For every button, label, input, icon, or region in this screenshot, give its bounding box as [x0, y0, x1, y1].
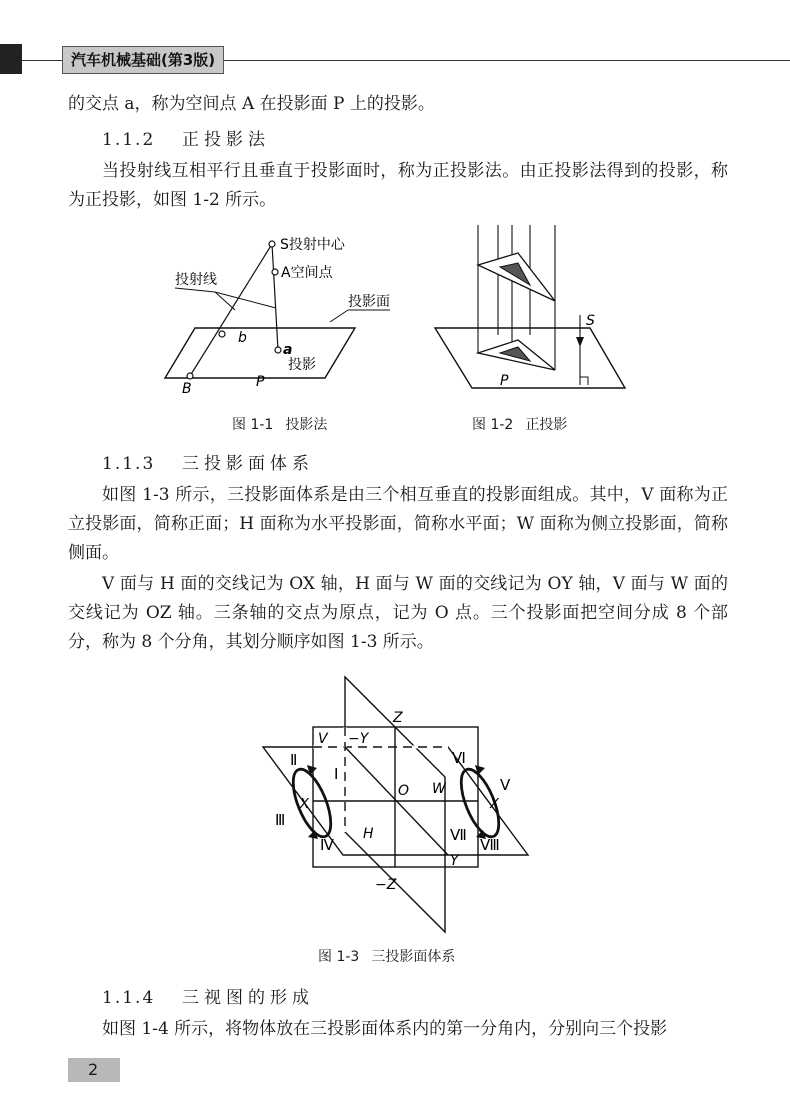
paragraph-orthographic: 当投射线互相平行且垂直于投影面时，称为正投影法。由正投影法得到的投影，称为正投影，如图 1-2 所示。 [68, 161, 728, 210]
plane-leader [330, 310, 348, 322]
caption-number: 图 1-1 [232, 417, 274, 433]
label-octant-VIII: Ⅷ [480, 836, 500, 854]
figure-1-3-caption [318, 948, 455, 966]
label-octant-VII: Ⅶ [450, 826, 467, 844]
label-octant-V: Ⅴ [500, 776, 511, 794]
ray-s-to-b [190, 244, 272, 376]
rotation-left [286, 764, 339, 841]
point-b [219, 331, 225, 337]
label-Z: Z [393, 710, 403, 726]
book-title: 汽车机械基础(第3版) [62, 46, 224, 74]
caption-number: 图 1-2 [472, 417, 514, 433]
label-plane: 投影面 [348, 294, 390, 310]
figure-1-2-caption [472, 416, 567, 434]
label-V: V [318, 731, 328, 747]
label-s-center: S投射中心 [280, 237, 345, 253]
section-heading-1-1-3 [102, 452, 314, 476]
label-O: O [398, 783, 410, 799]
section-title: 三视图的形成 [182, 988, 314, 1008]
caption-number: 图 1-3 [318, 949, 360, 965]
figure-1-2 [430, 225, 630, 400]
label-octant-VI: Ⅵ [452, 749, 466, 767]
label-a-point: A空间点 [281, 265, 333, 281]
section-heading-1-1-2 [102, 128, 270, 152]
arrow-head [576, 337, 584, 347]
section-heading-1-1-4 [102, 986, 314, 1010]
figure-1-1 [160, 230, 410, 405]
caption-title: 三投影面体系 [371, 949, 456, 965]
label-ray: 投射线 [175, 272, 217, 288]
label-b: b [238, 330, 247, 346]
label-negY: −Y [348, 731, 369, 747]
paragraph-three-planes: 如图 1-3 所示，三投影面体系是由三个相互垂直的投影面组成。其中，V 面称为正立投影面，简称正面；H 面称为水平投影面，简称水平面；W 面称为侧立投影面，简称侧面。 [68, 485, 728, 563]
point-a [275, 347, 281, 353]
figure-1-3 [260, 675, 535, 935]
page-number: 2 [68, 1058, 120, 1082]
section-number: 1.1.3 [102, 454, 156, 474]
paragraph-axes: V 面与 H 面的交线记为 OX 轴，H 面与 W 面的交线记为 OY 轴，V 面与 W 面的交线记为 OZ 轴。三条轴的交点为原点，记为 O 点。三个投影面把空间分成 8 个部分，称为 8 个分角，其划分顺序如图 1-3 所示。 [68, 574, 728, 652]
label-P: P [256, 374, 265, 390]
label-negZ: −Z [375, 877, 397, 893]
section-title: 三投影面体系 [182, 454, 314, 474]
label-octant-IV: Ⅳ [320, 836, 334, 854]
section-number: 1.1.4 [102, 988, 156, 1008]
label-S: S [586, 313, 595, 329]
figure-1-1-caption [232, 416, 327, 434]
right-angle-mark [580, 377, 588, 385]
ray-s-to-a [272, 244, 278, 350]
label-H: H [363, 826, 374, 842]
paragraph-three-views: 如图 1-4 所示，将物体放在三投影面体系内的第一分角内，分别向三个投影 [102, 1019, 668, 1039]
label-P: P [500, 373, 509, 389]
point-B [187, 373, 193, 379]
caption-title: 正投影 [525, 417, 568, 433]
paragraph-continuation: 的交点 a，称为空间点 A 在投影面 P 上的投影。 [68, 94, 435, 114]
label-X-right: X [490, 797, 499, 812]
label-octant-II: Ⅱ [290, 751, 298, 769]
label-Y: Y [450, 853, 459, 869]
section-title: 正投影法 [182, 130, 270, 150]
point-S [269, 241, 275, 247]
label-X-left: X [300, 797, 309, 812]
point-A [272, 269, 278, 275]
section-number: 1.1.2 [102, 130, 156, 150]
ray-label-underline [175, 288, 215, 292]
label-B: B [182, 381, 192, 397]
label-a: a [283, 342, 293, 358]
label-octant-III: Ⅲ [275, 811, 286, 829]
header-band [0, 44, 22, 74]
caption-title: 投影法 [285, 417, 328, 433]
label-projection: 投影 [288, 357, 316, 373]
label-octant-I: Ⅰ [334, 765, 339, 783]
label-W: W [432, 781, 446, 797]
